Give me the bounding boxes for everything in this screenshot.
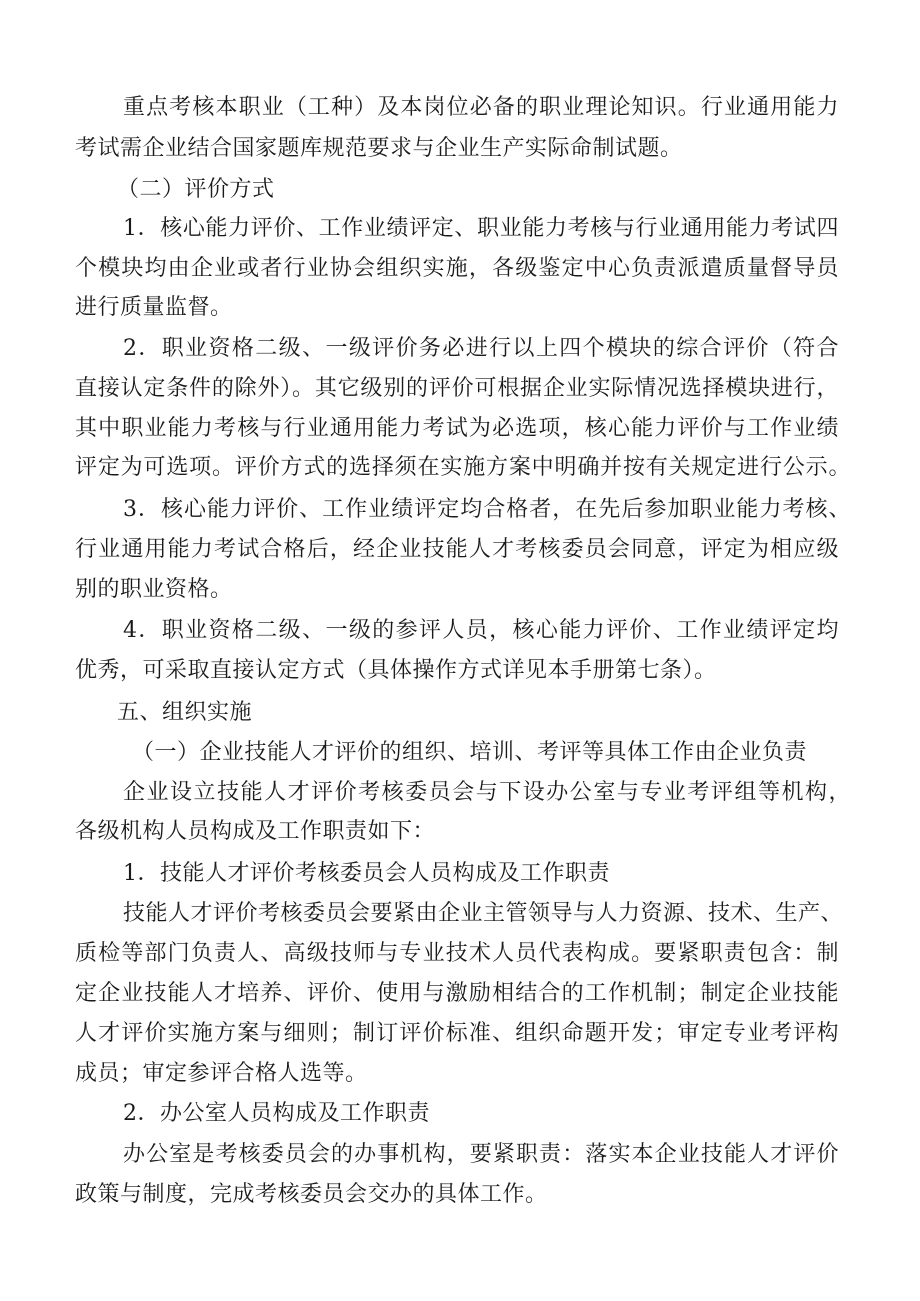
paragraph-line: 企业设立技能人才评价考核委员会与下设办公室与专业考评组等机构， bbox=[123, 780, 851, 805]
paragraph-line: 进行质量监督。 bbox=[75, 295, 233, 320]
paragraph-line: 个模块均由企业或者行业协会组织实施，各级鉴定中心负责派遣质量督导员 bbox=[75, 256, 839, 281]
paragraph-line: 别的职业资格。 bbox=[75, 577, 233, 602]
paragraph-line: 1．核心能力评价、工作业绩评定、职业能力考核与行业通用能力考试四 bbox=[123, 216, 839, 241]
paragraph-line: 行业通用能力考试合格后，经企业技能人才考核委员会同意，评定为相应级 bbox=[75, 537, 839, 562]
paragraph-line: 4．职业资格二级、一级的参评人员，核心能力评价、工作业绩评定均 bbox=[123, 618, 839, 643]
paragraph-line: 各级机构人员构成及工作职责如下： bbox=[75, 819, 436, 844]
paragraph-line: 政策与制度，完成考核委员会交办的具体工作。 bbox=[75, 1182, 548, 1207]
paragraph-line: 优秀，可采取直接认定方式（具体操作方式详见本手册第七条）。 bbox=[75, 658, 717, 683]
paragraph-line: 考试需企业结合国家题库规范要求与企业生产实际命制试题。 bbox=[75, 136, 683, 161]
paragraph-line: 成员；审定参评合格人选等。 bbox=[75, 1061, 368, 1086]
paragraph-line: 定企业技能人才培养、评价、使用与激励相结合的工作机制；制定企业技能 bbox=[75, 981, 839, 1006]
paragraph-line: 评定为可选项。评价方式的选择须在实施方案中明确并按有关规定进行公示。 bbox=[75, 455, 851, 480]
section-heading: 2．办公室人员构成及工作职责 bbox=[123, 1101, 430, 1126]
section-heading: （一）企业技能人才评价的组织、培训、考评等具体工作由企业负责 bbox=[132, 740, 808, 765]
paragraph-line: 直接认定条件的除外）。其它级别的评价可根据企业实际情况选择模块进行， bbox=[75, 376, 839, 401]
paragraph-line: 重点考核本职业（工种）及本岗位必备的职业理论知识。行业通用能力 bbox=[123, 95, 839, 120]
section-heading: （二）评价方式 bbox=[117, 177, 275, 202]
paragraph-line: 技能人才评价考核委员会要紧由企业主管领导与人力资源、技术、生产、 bbox=[123, 901, 844, 926]
section-heading: 1．技能人才评价考核委员会人员构成及工作职责 bbox=[123, 861, 610, 886]
paragraph-line: 2．职业资格二级、一级评价务必进行以上四个模块的综合评价（符合 bbox=[123, 336, 839, 361]
paragraph-line: 办公室是考核委员会的办事机构，要紧职责：落实本企业技能人才评价 bbox=[123, 1142, 839, 1167]
paragraph-line: 人才评价实施方案与细则；制订评价标准、组织命题开发；审定专业考评构 bbox=[75, 1021, 839, 1046]
paragraph-line: 3．核心能力评价、工作业绩评定均合格者，在先后参加职业能力考核、 bbox=[123, 497, 851, 522]
paragraph-line: 质检等部门负责人、高级技师与专业技术人员代表构成。要紧职责包含：制 bbox=[75, 941, 839, 966]
paragraph-line: 其中职业能力考核与行业通用能力考试为必选项，核心能力评价与工作业绩 bbox=[75, 416, 839, 441]
section-heading: 五、组织实施 bbox=[117, 700, 253, 725]
